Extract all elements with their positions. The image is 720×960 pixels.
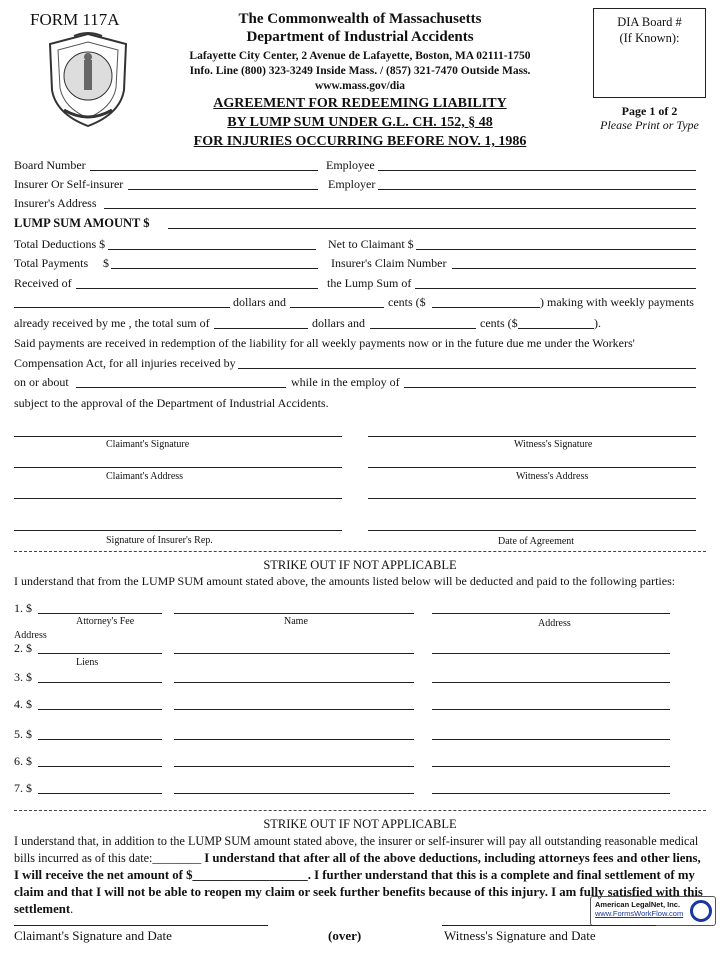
address-label: Address [538,618,571,629]
already-received-label: already received by me , the total sum of [14,316,210,330]
on-or-about-field[interactable] [76,387,286,388]
board-number-field[interactable] [90,170,318,171]
witness-address-label: Witness's Address [516,471,589,482]
deduction-row-1-address-field[interactable] [432,613,670,614]
deduction-row-2-name-field[interactable] [174,653,414,654]
claim-number-field[interactable] [452,268,696,269]
deduction-row-4-name-field[interactable] [174,709,414,710]
dollars-and-label: dollars and [233,295,286,309]
divider-1 [14,551,706,552]
logo-line1: American LegalNet, Inc. [595,900,681,909]
compensation-act-label: Compensation Act, for all injuries received by [14,356,236,370]
lump-sum-of-label: the Lump Sum of [327,276,412,290]
department-address: Lafayette City Center, 2 Avenue de Lafayette, Boston, MA 02111-1750 [189,50,531,62]
over-label: (over) [328,928,362,943]
insurer-rep-signature-label: Signature of Insurer's Rep. [106,535,213,546]
subject-to-text: subject to the approval of the Department of Industrial Accidents. [14,396,329,410]
deduction-row-7-address-field[interactable] [432,793,670,794]
department-phones: Info. Line (800) 323-3249 Inside Mass. / (857) 321-7470 Outside Mass. [189,65,531,77]
deduction-row-6-address-field[interactable] [432,766,670,767]
deduction-row-6-label: 6. $ [14,754,32,768]
strike-out-heading-1: STRIKE OUT IF NOT APPLICABLE [263,558,457,572]
strike-out-heading-2: STRIKE OUT IF NOT APPLICABLE [263,817,457,831]
deduction-row-4-label: 4. $ [14,697,32,711]
claim-number-label: Insurer's Claim Number [331,256,447,270]
received-of-field[interactable] [76,288,318,289]
cents-field[interactable] [290,307,384,308]
logo-line2: www.FormsWorkFlow.com [595,909,684,918]
attorney-fee-label: Attorney's Fee [76,616,135,627]
deduction-row-1-label: 1. $ [14,601,32,615]
witness-final-signature-field[interactable] [442,925,656,926]
claimant-signature-field[interactable] [14,436,342,437]
employee-field[interactable] [378,170,696,171]
claimant-signature-label: Claimant's Signature [106,439,190,450]
deduction-row-7-name-field[interactable] [174,793,414,794]
insurer-label: Insurer Or Self-insurer [14,177,124,191]
employee-label: Employee [326,158,375,172]
received-of-label: Received of [14,276,72,290]
deduction-row-4-address-field[interactable] [432,709,670,710]
address-left-label: Address [14,630,47,641]
dia-board-box[interactable] [593,8,706,98]
witness-address-line2[interactable] [368,498,696,499]
total-payments-field[interactable] [111,268,318,269]
deduction-row-2-label: 2. $ [14,641,32,655]
deduction-row-2-address-field[interactable] [432,653,670,654]
employer-field[interactable] [378,189,696,190]
agency-name: The Commonwealth of Massachusetts [238,11,482,27]
deduction-row-5-address-field[interactable] [432,739,670,740]
board-number-label: Board Number [14,158,86,172]
form-title-line1: AGREEMENT FOR REDEEMING LIABILITY [213,96,507,111]
cents-label: cents ($ [388,295,426,309]
deduction-row-5-name-field[interactable] [174,739,414,740]
deduction-row-6-amount-field[interactable] [38,766,162,767]
department-name: Department of Industrial Accidents [246,29,474,45]
name-label: Name [284,616,308,627]
weekly-payments-label: ) making with weekly payments [540,295,694,309]
final-text-bold: I understand that after all of the above deductions, including attorneys fees and other liens, I will receive the net amount of $__________________. I further understand that this is a complete and final settlement of my claim and that I will not be able to reopen my claim or seek further benefits because of this injury. I am fully satisfied with this settlement [14,851,703,916]
witness-signature-field[interactable] [368,436,696,437]
date-of-agreement-field[interactable] [368,530,696,531]
dollars-and-2-label: dollars and [312,316,365,330]
cents-2-label: cents ($ [480,316,518,330]
deduction-row-4-amount-field[interactable] [38,709,162,710]
logo-circle-icon [690,900,712,922]
deduction-row-3-label: 3. $ [14,670,32,684]
total-deductions-label: Total Deductions $ [14,237,106,251]
cents-amount-field[interactable] [432,307,540,308]
while-employ-label: while in the employ of [291,375,400,389]
insurer-field[interactable] [128,189,318,190]
deduction-row-5-label: 5. $ [14,727,32,741]
form-title-line3: FOR INJURIES OCCURRING BEFORE NOV. 1, 1986 [193,134,527,149]
deduction-row-3-name-field[interactable] [174,682,414,683]
lump-sum-of-field[interactable] [415,288,696,289]
state-seal-icon [44,30,132,130]
legalnet-logo [590,896,716,926]
form-title-line2: BY LUMP SUM UNDER G.L. CH. 152, § 48 [227,115,493,130]
final-text-part1: I understand that, in addition to the LUMP SUM amount stated above, the insurer or self-insurer will pay all outstanding reasonable medical bills incurred as of this date:________ [14,834,699,865]
deduction-row-5-amount-field[interactable] [38,739,162,740]
net-to-claimant-field[interactable] [416,249,696,250]
claimant-final-signature-field[interactable] [14,925,268,926]
deduction-row-7-amount-field[interactable] [38,793,162,794]
total-payments-label: Total Payments [14,256,89,270]
insurer-address-label: Insurer's Address [14,196,97,210]
deduction-row-3-address-field[interactable] [432,682,670,683]
cents-2-field[interactable] [370,328,476,329]
close-paren: ). [594,316,601,330]
witness-address-line1[interactable] [368,467,696,468]
lump-sum-field[interactable] [168,228,696,229]
insurer-address-field[interactable] [104,208,696,209]
employ-of-field[interactable] [404,387,696,388]
deduction-row-6-name-field[interactable] [174,766,414,767]
deduction-row-7-label: 7. $ [14,781,32,795]
dia-if-known: (If Known): [619,31,680,45]
dollars-field[interactable] [14,307,230,308]
deduction-row-2-amount-field[interactable] [38,653,162,654]
divider-2 [14,810,706,811]
witness-sig-date-label: Witness's Signature and Date [444,928,596,943]
department-website: www.mass.gov/dia [314,80,406,92]
lump-sum-label: LUMP SUM AMOUNT $ [14,216,150,230]
claimant-address-label: Claimant's Address [106,471,184,482]
deductions-intro: I understand that from the LUMP SUM amount stated above, the amounts listed below will be deducted and paid to the following parties: [14,574,676,588]
total-deductions-field[interactable] [108,249,316,250]
deduction-row-1-amount-field[interactable] [38,613,162,614]
date-of-agreement-label: Date of Agreement [498,536,575,547]
employer-label: Employer [328,177,376,191]
deduction-row-3-amount-field[interactable] [38,682,162,683]
claimant-sig-date-label: Claimant's Signature and Date [14,928,172,943]
on-or-about-label: on or about [14,375,69,389]
net-to-claimant-label: Net to Claimant $ [328,237,414,251]
insurer-rep-signature-field[interactable] [14,530,342,531]
dia-board-label: DIA Board # [617,15,682,29]
print-instruction: Please Print or Type [600,118,699,132]
final-text-end: . [70,902,74,916]
claimant-address-line2[interactable] [14,498,342,499]
cents-2-amount-field[interactable] [518,328,594,329]
page-number: Page 1 of 2 [621,104,678,118]
injuries-received-field[interactable] [238,368,696,369]
deduction-row-1-name-field[interactable] [174,613,414,614]
said-payments-text: Said payments are received in redemption of the liability for all weekly payments now or in the future due me under the Workers' [14,336,635,350]
witness-signature-label: Witness's Signature [514,439,593,450]
total-sum-field[interactable] [214,328,308,329]
total-payments-dollar: $ [103,256,109,270]
form-id: FORM 117A [30,10,120,29]
liens-label: Liens [76,657,99,668]
claimant-address-line1[interactable] [14,467,342,468]
